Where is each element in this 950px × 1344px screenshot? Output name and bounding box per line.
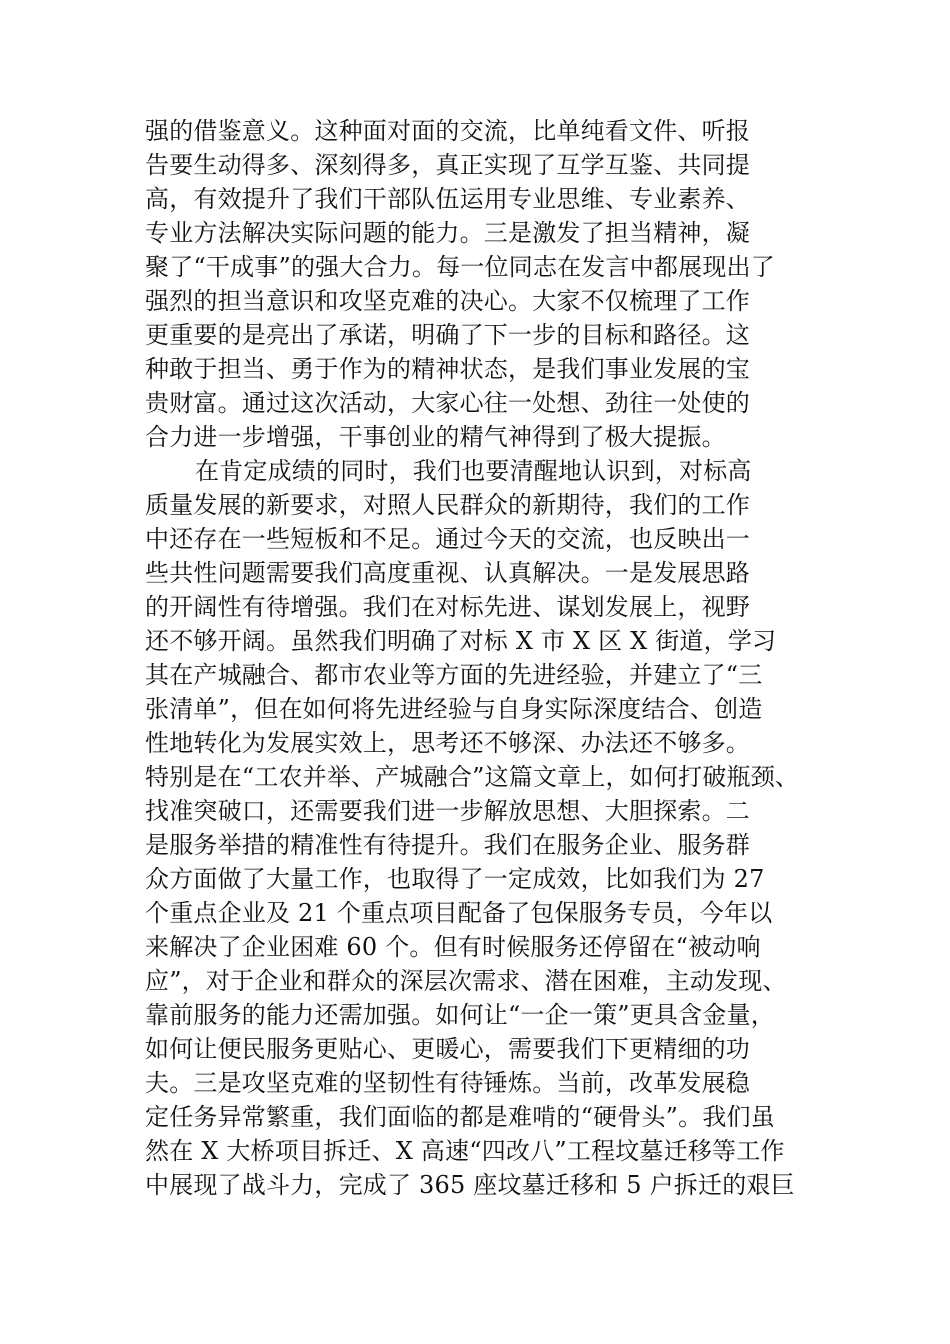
text-line-4: 专业方法解决实际问题的能力。三是激发了担当精神，凝 [145, 219, 750, 247]
text-line-7: 更重要的是亮出了承诺，明确了下一步的目标和路径。这 [145, 321, 750, 349]
text-line-19: 性地转化为发展实效上，思考还不够深、办法还不够多。 [145, 729, 750, 757]
text-line-10: 合力进一步增强，干事创业的精气神得到了极大提振。 [145, 423, 726, 451]
text-line-20: 特别是在“工农并举、产城融合”这篇文章上，如何打破瓶颈、 [145, 763, 800, 791]
text-line-26: 应”，对于企业和群众的深层次需求、潜在困难，主动发现、 [145, 967, 787, 995]
text-line-6: 强烈的担当意识和攻坚克难的决心。大家不仅梳理了工作 [145, 287, 750, 315]
text-line-31: 然在 X 大桥项目拆迁、X 高速“四改八”工程坟墓迁移等工作 [145, 1137, 785, 1165]
text-line-13: 中还存在一些短板和不足。通过今天的交流，也反映出一 [145, 525, 750, 553]
text-line-30: 定任务异常繁重，我们面临的都是难啃的“硬骨头”。我们虽 [145, 1103, 775, 1131]
text-line-8: 种敢于担当、勇于作为的精神状态，是我们事业发展的宝 [145, 355, 750, 383]
text-line-23: 众方面做了大量工作，也取得了一定成效，比如我们为 27 [145, 865, 765, 893]
text-line-27: 靠前服务的能力还需加强。如何让“一企一策”更具含金量， [145, 1001, 775, 1029]
text-line-17: 其在产城融合、都市农业等方面的先进经验，并建立了“三 [145, 661, 763, 689]
text-line-25: 来解决了企业困难 60 个。但有时候服务还停留在“被动响 [145, 933, 761, 961]
text-line-9: 贵财富。通过这次活动，大家心往一处想、劲往一处使的 [145, 389, 750, 417]
text-line-28: 如何让便民服务更贴心、更暖心，需要我们下更精细的功 [145, 1035, 750, 1063]
text-line-18: 张清单”，但在如何将先进经验与自身实际深度结合、创造 [145, 695, 763, 723]
text-line-5: 聚了“干成事”的强大合力。每一位同志在发言中都展现出了 [145, 253, 775, 281]
text-line-21: 找准突破口，还需要我们进一步解放思想、大胆探索。二 [145, 797, 750, 825]
text-line-1: 强的借鉴意义。这种面对面的交流，比单纯看文件、听报 [145, 117, 750, 145]
text-line-24: 个重点企业及 21 个重点项目配备了包保服务专员，今年以 [145, 899, 773, 927]
text-line-29: 夫。三是攻坚克难的坚韧性有待锤炼。当前，改革发展稳 [145, 1069, 750, 1097]
text-line-15: 的开阔性有待增强。我们在对标先进、谋划发展上，视野 [145, 593, 750, 621]
body-text [145, 114, 809, 1202]
text-line-32: 中展现了战斗力，完成了 365 座坟墓迁移和 5 户拆迁的艰巨 [145, 1171, 795, 1199]
text-line-22: 是服务举措的精准性有待提升。我们在服务企业、服务群 [145, 831, 750, 859]
text-line-2: 告要生动得多、深刻得多，真正实现了互学互鉴、共同提 [145, 151, 750, 179]
text-line-12: 质量发展的新要求，对照人民群众的新期待，我们的工作 [145, 491, 750, 519]
text-line-14: 些共性问题需要我们高度重视、认真解决。一是发展思路 [145, 559, 750, 587]
text-line-3: 高，有效提升了我们干部队伍运用专业思维、专业素养、 [145, 185, 750, 213]
paragraph-start-line: 在肯定成绩的同时，我们也要清醒地认识到，对标高 [195, 457, 752, 485]
text-line-16: 还不够开阔。虽然我们明确了对标 X 市 X 区 X 街道，学习 [145, 627, 777, 655]
